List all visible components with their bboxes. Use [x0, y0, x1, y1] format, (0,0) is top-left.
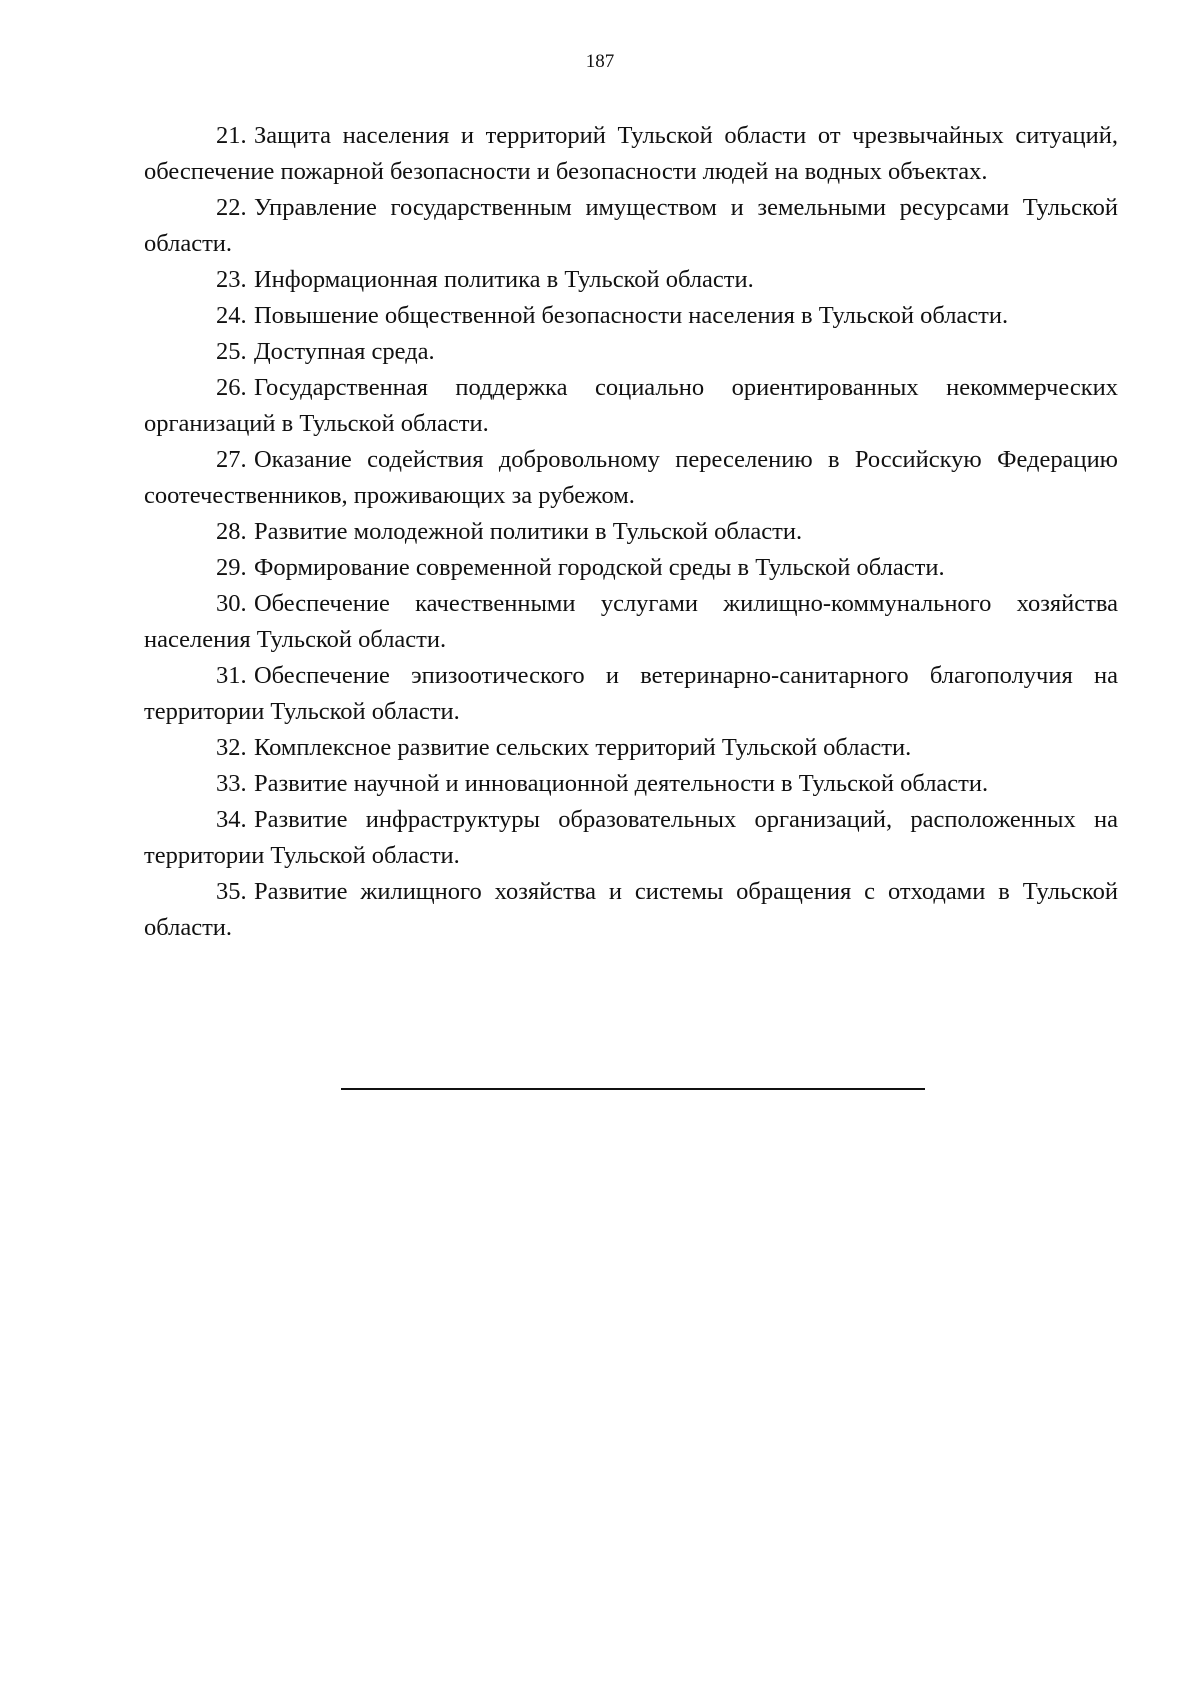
list-item [144, 766, 1118, 802]
item-text: Доступная среда. [253, 338, 435, 365]
item-text: Обеспечение качественными услугами жилищно-коммунального хозяйства населения Тульской области. [144, 590, 1118, 653]
list-item [144, 550, 1118, 586]
item-text: Обеспечение эпизоотического и ветеринарно-санитарного благополучия на территории Тульской области. [144, 662, 1118, 725]
list-item [144, 262, 1118, 298]
item-number: 28. [216, 518, 247, 545]
list-item [144, 190, 1118, 262]
item-text: Развитие жилищного хозяйства и системы обращения с отходами в Тульской области. [144, 878, 1118, 941]
list-item [144, 874, 1118, 946]
item-number: 34. [216, 806, 247, 833]
item-text: Защита населения и территорий Тульской области от чрезвычайных ситуаций, обеспечение пожарной безопасности и безопасности людей на водных объектах. [144, 122, 1118, 185]
list-item [144, 802, 1118, 874]
item-number: 23. [216, 266, 247, 293]
list-item [144, 442, 1118, 514]
item-text: Повышение общественной безопасности населения в Тульской области. [253, 302, 1009, 329]
list-item [144, 334, 1118, 370]
page-number: 187 [585, 51, 615, 72]
item-text: Управление государственным имуществом и земельными ресурсами Тульской области. [144, 194, 1118, 257]
list-item [144, 514, 1118, 550]
item-text: Развитие молодежной политики в Тульской области. [253, 518, 803, 545]
list-item [144, 730, 1118, 766]
item-text: Оказание содействия добровольному переселению в Российскую Федерацию соотечественников, проживающих за рубежом. [144, 446, 1118, 509]
item-text: Развитие инфраструктуры образовательных организаций, расположенных на территории Тульской области. [144, 806, 1118, 869]
item-number: 21. [216, 122, 247, 149]
item-number: 24. [216, 302, 247, 329]
item-number: 32. [216, 734, 247, 761]
program-list [144, 118, 1118, 946]
item-text: Государственная поддержка социально ориентированных некоммерческих организаций в Тульской области. [144, 374, 1118, 437]
item-number: 30. [216, 590, 247, 617]
list-item [144, 370, 1118, 442]
item-number: 31. [216, 662, 247, 689]
end-divider-line [341, 1088, 925, 1090]
item-text: Развитие научной и инновационной деятельности в Тульской области. [253, 770, 989, 797]
item-text: Формирование современной городской среды в Тульской области. [253, 554, 945, 581]
item-number: 35. [216, 878, 247, 905]
item-number: 25. [216, 338, 247, 365]
item-number: 29. [216, 554, 247, 581]
item-number: 26. [216, 374, 247, 401]
item-number: 33. [216, 770, 247, 797]
list-item [144, 658, 1118, 730]
list-item [144, 118, 1118, 190]
item-text: Информационная политика в Тульской области. [253, 266, 754, 293]
list-item [144, 298, 1118, 334]
item-number: 22. [216, 194, 247, 221]
list-item [144, 586, 1118, 658]
item-text: Комплексное развитие сельских территорий Тульской области. [253, 734, 912, 761]
item-number: 27. [216, 446, 247, 473]
